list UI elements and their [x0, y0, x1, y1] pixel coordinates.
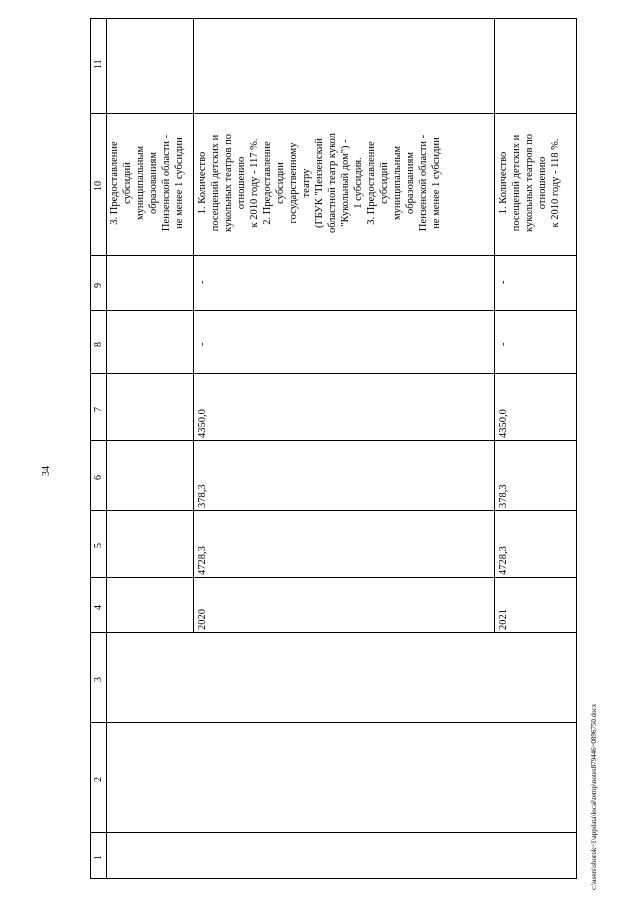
- header-col-9: 9: [93, 283, 104, 288]
- federal-cell: 4350,0: [197, 409, 208, 438]
- year-cell: 2020: [197, 609, 208, 630]
- year-cell: 2021: [498, 609, 509, 630]
- row-0-col10: 3. Предоставление субсидий муниципальным образованиям Пензенской области - не менее 1 субсидии: [109, 134, 185, 232]
- header-col-2: 2: [93, 777, 104, 782]
- local-cell: -: [197, 342, 208, 346]
- page-number: 34: [41, 466, 52, 476]
- header-col-3: 3: [93, 677, 104, 682]
- other-cell: -: [197, 280, 208, 284]
- other-cell: -: [498, 280, 509, 284]
- total-cell: 4728,3: [498, 546, 509, 575]
- header-col-5: 5: [93, 543, 104, 548]
- header-col-11: 11: [93, 59, 104, 69]
- header-col-1: 1: [93, 855, 104, 860]
- local-cell: -: [498, 342, 509, 346]
- header-col-7: 7: [93, 407, 104, 412]
- header-col-10: 10: [93, 181, 104, 191]
- indicator-cell: 1. Количество посещений детских и кукольных театров по отношению к 2010 году - 118 %.: [498, 134, 561, 232]
- federal-cell: 4350,0: [498, 409, 509, 438]
- header-col-6: 6: [93, 475, 104, 480]
- header-col-8: 8: [93, 342, 104, 347]
- regional-cell: 378,3: [197, 484, 208, 508]
- header-col-4: 4: [93, 605, 104, 610]
- total-cell: 4728,3: [197, 546, 208, 575]
- indicator-cell: 1. Количество посещений детских и кукольных театров по отношению к 2010 году - 117 %. 2. Предоставление субсидии государственному театру (ГБУК "Пензенский областной театр кукол "Кукольный дом") - 1 субсидия. 3. Предоставление субсидий муниципальным образованиям Пензенской области - не менее 1 субсидии: [197, 132, 442, 234]
- regional-cell: 378,3: [498, 484, 509, 508]
